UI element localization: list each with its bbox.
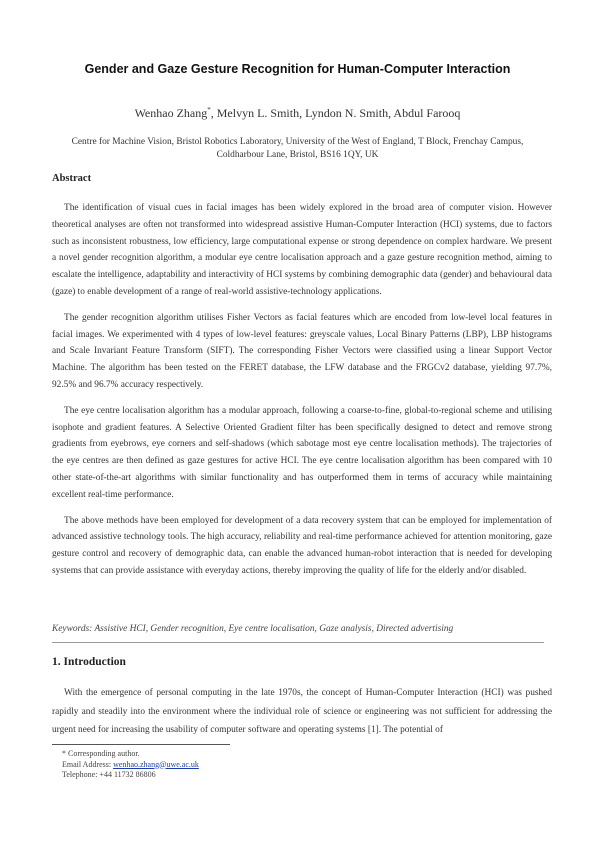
abstract-paragraph: The eye centre localisation algorithm has a modular approach, following a coarse-to-fine, global-to-regional scheme and utilising isophote and gradient features. A Selective Oriented Gradient filter has been specifically designed to detect and remove strong gradients from eyebrows, eye corners and self-shadows (which sabotage most eye centre localisation methods). The trajectories of the eye centres are then defined as gaze gestures for active HCI. The eye centre localisation algorithm has been compared with 10 other state-of-the-art algorithms with similar functionality and has outperformed them in terms of accuracy while maintaining excellent real-time performance.: [52, 405, 552, 500]
abstract-paragraph: The identification of visual cues in facial images has been widely explored in the broad area of computer vision. However theoretical analyses are often not transformed into widespread assistive Human-Computer Interaction (HCI) systems, due to factors such as inconsistent robustness, low efficiency, large computational expense or strong dependence on complex hardware. We present a novel gender recognition algorithm, a modular eye centre localisation approach and a gaze gesture recognition method, aiming to escalate the intelligence, adaptability and interactivity of HCI systems by combining demographic data (gender) and behavioural data (gaze) to enable development of a range of real-world assistive-technology applications.: [52, 203, 552, 297]
introduction-body: [52, 684, 552, 740]
other-authors: , Melvyn L. Smith, Lyndon N. Smith, Abdul Farooq: [210, 106, 461, 120]
section-divider: [52, 642, 544, 643]
email-label: Email Address:: [62, 759, 114, 769]
introduction-heading: 1. Introduction: [52, 656, 126, 668]
affiliation: Centre for Machine Vision, Bristol Robotics Laboratory, University of the West of England, T Block, Frenchay Campus, Coldharbour Lane, Bristol, BS16 1QY, UK: [71, 137, 524, 160]
abstract-body: [52, 200, 552, 589]
abstract-paragraph: The gender recognition algorithm utilises Fisher Vectors as facial features which are encoded from low-level local features in facial images. We experimented with 4 types of low-level features: greyscale values, Local Binary Patterns (LBP), LBP histograms and Scale Invariant Feature Transform (SIFT). The corresponding Fisher Vectors were classified using a linear Support Vector Machine. The algorithm has been tested on the FERET database, the LFW database and the FRGCv2 database, yielding 97.7%, 92.5% and 96.7% accuracy respectively.: [52, 312, 552, 390]
corresponding-author-note: * Corresponding author.: [62, 749, 140, 758]
first-author: Wenhao Zhang: [134, 106, 208, 120]
email-link[interactable]: wenhao.zhang@uwe.ac.uk: [113, 759, 199, 769]
abstract-paragraph: The above methods have been employed for development of a data recovery system that can be employed for implementation of advanced assistive technology tools. The high accuracy, reliability and real-time performance achieved for attention monitoring, gaze gesture control and recovery of demographic data, can enable the advanced human-robot interaction that is needed for developing systems that can provide assistance with everyday actions, thereby improving the quality of life for the elderly and/or disabled.: [52, 515, 552, 576]
author-list: [0, 106, 595, 121]
email-line: [62, 760, 462, 771]
corresponding-mark: *: [207, 106, 211, 114]
footnote-divider: [52, 744, 230, 745]
footnote: [62, 749, 462, 781]
telephone-line: Telephone: +44 11732 86806: [62, 770, 156, 779]
abstract-heading: Abstract: [52, 173, 92, 184]
introduction-paragraph: With the emergence of personal computing in the late 1970s, the concept of Human-Computer Interaction (HCI) was pushed rapidly and steadily into the environment where the individual role of science or engineering was not sufficient for addressing the urgent need for increasing the usability of computer software and operating systems [1]. The potential of: [52, 688, 552, 735]
keywords: Keywords: Assistive HCI, Gender recognition, Eye centre localisation, Gaze analysis, Directed advertising: [52, 624, 454, 634]
paper-title: Gender and Gaze Gesture Recognition for Human-Computer Interaction: [84, 62, 511, 76]
